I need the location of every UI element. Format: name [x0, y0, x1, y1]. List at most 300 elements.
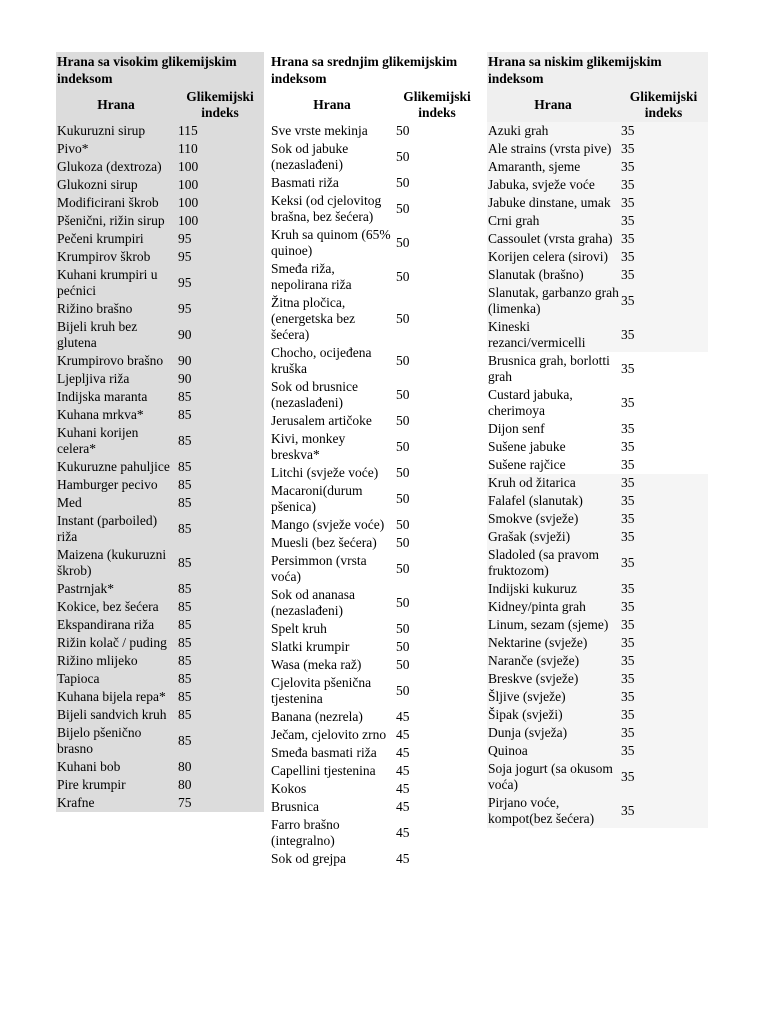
gi-value-cell: 45	[396, 709, 410, 724]
table-row	[56, 494, 264, 512]
gi-value-cell: 85	[176, 388, 264, 406]
table-row	[487, 176, 708, 194]
table-row	[270, 412, 480, 430]
gi-value-cell: 35	[619, 528, 708, 546]
table-row	[56, 212, 264, 230]
food-name-cell: Ekspandirana riža	[56, 616, 176, 634]
table-row	[56, 424, 264, 458]
gi-value-cell: 35	[619, 742, 708, 760]
food-name-cell: Krumpirovo brašno	[56, 352, 176, 370]
food-name-cell: Šipak (svježi)	[487, 706, 619, 724]
table-row	[487, 266, 708, 284]
gi-value-cell: 35	[619, 634, 708, 652]
low-gi-section	[487, 52, 708, 828]
table-row	[56, 318, 264, 352]
table-row	[487, 248, 708, 266]
gi-value-cell: 115	[176, 122, 264, 140]
gi-value-cell: 50	[396, 561, 410, 576]
table-row	[56, 370, 264, 388]
food-name-cell: Brusnica grah, borlotti grah	[487, 352, 619, 386]
table-row	[270, 122, 480, 140]
table-row	[487, 492, 708, 510]
table-row	[270, 586, 480, 620]
food-name-cell: Modificirani škrob	[56, 194, 176, 212]
food-name-cell: Bijelo pšenično brasno	[56, 724, 176, 758]
table-row	[270, 726, 480, 744]
food-name-cell: Glukozni sirup	[56, 176, 176, 194]
table-row	[270, 140, 480, 174]
gi-value-cell: 85	[176, 616, 264, 634]
food-name-cell: Pastrnjak*	[56, 580, 176, 598]
gi-value-cell: 35	[619, 158, 708, 176]
gi-value-cell: 45	[396, 825, 410, 840]
food-name-cell: Bijeli sandvich kruh	[56, 706, 176, 724]
table-row	[56, 176, 264, 194]
table-row	[270, 174, 480, 192]
table-row	[56, 512, 264, 546]
table-row	[487, 616, 708, 634]
table-row	[56, 388, 264, 406]
gi-value-cell: 35	[619, 122, 708, 140]
gi-value-cell: 85	[176, 424, 264, 458]
table-row	[56, 598, 264, 616]
gi-value-cell: 50	[396, 149, 410, 164]
table-row	[270, 780, 480, 798]
table-row	[270, 534, 480, 552]
table-row	[56, 670, 264, 688]
table-row	[56, 194, 264, 212]
table-row	[56, 776, 264, 794]
food-name-cell: Basmati riža	[271, 175, 339, 190]
table-row	[487, 634, 708, 652]
gi-value-cell: 100	[176, 194, 264, 212]
table-row	[270, 850, 480, 868]
gi-value-cell: 100	[176, 158, 264, 176]
gi-value-cell: 85	[176, 652, 264, 670]
table-row	[487, 742, 708, 760]
food-name-cell: Banana (nezrela)	[271, 709, 363, 724]
high-gi-table	[56, 88, 264, 812]
food-name-cell: Falafel (slanutak)	[487, 492, 619, 510]
header-gi: Glikemijski indeks	[176, 88, 264, 122]
food-name-cell: Ječam, cjelovito zrno	[271, 727, 387, 742]
table-row	[56, 122, 264, 140]
food-name-cell: Kruh od žitarica	[487, 474, 619, 492]
food-name-cell: Sušene jabuke	[487, 438, 619, 456]
table-row	[270, 344, 480, 378]
table-row	[56, 230, 264, 248]
table-row	[487, 760, 708, 794]
gi-value-cell: 85	[176, 706, 264, 724]
food-name-cell: Kokice, bez šećera	[56, 598, 176, 616]
gi-value-cell: 45	[396, 781, 410, 796]
table-row	[487, 794, 708, 828]
gi-value-cell: 50	[396, 595, 410, 610]
table-row	[270, 516, 480, 534]
gi-value-cell: 50	[396, 535, 410, 550]
table-row	[56, 652, 264, 670]
food-name-cell: Azuki grah	[487, 122, 619, 140]
gi-value-cell: 50	[396, 123, 410, 138]
table-row	[270, 482, 480, 516]
food-name-cell: Kruh sa quinom (65% quinoe)	[271, 227, 391, 258]
gi-value-cell: 50	[396, 491, 410, 506]
header-food: Hrana	[487, 88, 619, 122]
gi-value-cell: 95	[176, 300, 264, 318]
table-row	[487, 474, 708, 492]
table-row	[487, 140, 708, 158]
table-row	[487, 580, 708, 598]
gi-value-cell: 35	[619, 456, 708, 474]
gi-value-cell: 85	[176, 634, 264, 652]
gi-value-cell: 35	[619, 386, 708, 420]
food-name-cell: Kuhana mrkva*	[56, 406, 176, 424]
low-gi-table	[487, 88, 708, 828]
food-name-cell: Grašak (svježi)	[487, 528, 619, 546]
table-row	[487, 352, 708, 386]
food-name-cell: Indijski kukuruz	[487, 580, 619, 598]
table-row	[56, 706, 264, 724]
gi-value-cell: 100	[176, 176, 264, 194]
food-name-cell: Žitna pločica, (energetska bez šećera)	[271, 295, 356, 342]
gi-value-cell: 85	[176, 580, 264, 598]
food-name-cell: Hamburger pecivo	[56, 476, 176, 494]
gi-value-cell: 35	[619, 420, 708, 438]
food-name-cell: Slanutak (brašno)	[487, 266, 619, 284]
table-row	[56, 688, 264, 706]
food-name-cell: Sok od brusnice (nezaslađeni)	[271, 379, 358, 410]
table-row	[487, 212, 708, 230]
gi-value-cell: 35	[619, 352, 708, 386]
gi-value-cell: 50	[396, 175, 410, 190]
table-row	[487, 670, 708, 688]
food-name-cell: Sok od grejpa	[271, 851, 346, 866]
food-name-cell: Smeđa riža, nepolirana riža	[271, 261, 352, 292]
food-name-cell: Wasa (meka raž)	[271, 657, 362, 672]
gi-value-cell: 35	[619, 176, 708, 194]
gi-value-cell: 35	[619, 794, 708, 828]
table-row	[270, 464, 480, 482]
table-row	[487, 652, 708, 670]
food-name-cell: Kuhani krumpiri u pećnici	[56, 266, 176, 300]
gi-value-cell: 35	[619, 724, 708, 742]
table-row	[487, 724, 708, 742]
medium-gi-section	[270, 52, 480, 868]
gi-value-cell: 50	[396, 269, 410, 284]
table-row	[56, 158, 264, 176]
table-row	[270, 378, 480, 412]
low-gi-title: Hrana sa niskim glikemijskim indeksom	[487, 52, 708, 88]
table-row	[487, 510, 708, 528]
gi-value-cell: 35	[619, 706, 708, 724]
food-name-cell: Jabuka, svježe voće	[487, 176, 619, 194]
food-name-cell: Kukuruzne pahuljice	[56, 458, 176, 476]
medium-gi-table	[270, 88, 480, 868]
food-name-cell: Brusnica	[271, 799, 319, 814]
table-row	[270, 816, 480, 850]
food-name-cell: Linum, sezam (sjeme)	[487, 616, 619, 634]
gi-value-cell: 50	[396, 413, 410, 428]
table-row	[487, 318, 708, 352]
table-row	[270, 430, 480, 464]
gi-value-cell: 35	[619, 474, 708, 492]
gi-value-cell: 95	[176, 248, 264, 266]
gi-value-cell: 50	[396, 683, 410, 698]
gi-value-cell: 35	[619, 688, 708, 706]
table-row	[487, 598, 708, 616]
gi-value-cell: 35	[619, 248, 708, 266]
table-row	[56, 794, 264, 812]
table-row	[270, 744, 480, 762]
food-name-cell: Pivo*	[56, 140, 176, 158]
gi-value-cell: 85	[176, 476, 264, 494]
gi-value-cell: 100	[176, 212, 264, 230]
food-name-cell: Quinoa	[487, 742, 619, 760]
table-row	[56, 724, 264, 758]
gi-value-cell: 85	[176, 598, 264, 616]
gi-value-cell: 45	[396, 745, 410, 760]
table-row	[270, 674, 480, 708]
header-gi: Glikemijski indeks	[619, 88, 708, 122]
table-row	[270, 226, 480, 260]
gi-value-cell: 90	[176, 352, 264, 370]
gi-value-cell: 35	[619, 546, 708, 580]
gi-value-cell: 85	[176, 670, 264, 688]
gi-value-cell: 35	[619, 266, 708, 284]
food-name-cell: Keksi (od cjelovitog brašna, bez šećera)	[271, 193, 382, 224]
gi-value-cell: 35	[619, 598, 708, 616]
food-name-cell: Maizena (kukuruzni škrob)	[56, 546, 176, 580]
food-name-cell: Kivi, monkey breskva*	[271, 431, 346, 462]
food-name-cell: Krafne	[56, 794, 176, 812]
gi-value-cell: 35	[619, 652, 708, 670]
food-name-cell: Macaroni(durum pšenica)	[271, 483, 363, 514]
table-row	[270, 294, 480, 344]
food-name-cell: Sve vrste mekinja	[271, 123, 368, 138]
table-row	[56, 458, 264, 476]
food-name-cell: Instant (parboiled) riža	[56, 512, 176, 546]
table-header-row	[487, 88, 708, 122]
table-row	[270, 192, 480, 226]
gi-value-cell: 75	[176, 794, 264, 812]
food-name-cell: Mango (svježe voće)	[271, 517, 385, 532]
food-name-cell: Kineski rezanci/vermicelli	[487, 318, 619, 352]
table-row	[270, 798, 480, 816]
food-name-cell: Slatki krumpir	[271, 639, 350, 654]
table-row	[56, 634, 264, 652]
food-name-cell: Smokve (svježe)	[487, 510, 619, 528]
food-name-cell: Dunja (svježa)	[487, 724, 619, 742]
gi-value-cell: 50	[396, 353, 410, 368]
table-row	[487, 528, 708, 546]
table-row	[270, 708, 480, 726]
gi-value-cell: 80	[176, 776, 264, 794]
food-name-cell: Rižin kolač / puding	[56, 634, 176, 652]
gi-value-cell: 85	[176, 458, 264, 476]
table-row	[487, 456, 708, 474]
food-name-cell: Pečeni krumpiri	[56, 230, 176, 248]
table-row	[487, 284, 708, 318]
table-row	[270, 552, 480, 586]
table-row	[270, 620, 480, 638]
gi-value-cell: 50	[396, 439, 410, 454]
gi-value-cell: 45	[396, 851, 410, 866]
table-row	[56, 758, 264, 776]
table-row	[487, 688, 708, 706]
high-gi-title: Hrana sa visokim glikemijskim indeksom	[56, 52, 264, 88]
table-row	[56, 266, 264, 300]
gi-value-cell: 50	[396, 387, 410, 402]
gi-value-cell: 35	[619, 438, 708, 456]
table-row	[270, 656, 480, 674]
food-name-cell: Chocho, ocijeđena kruška	[271, 345, 372, 376]
gi-value-cell: 35	[619, 616, 708, 634]
table-row	[56, 248, 264, 266]
high-gi-section	[56, 52, 264, 812]
food-name-cell: Dijon senf	[487, 420, 619, 438]
food-name-cell: Indijska maranta	[56, 388, 176, 406]
food-name-cell: Sok od ananasa (nezaslađeni)	[271, 587, 355, 618]
food-name-cell: Ale strains (vrsta pive)	[487, 140, 619, 158]
gi-value-cell: 110	[176, 140, 264, 158]
gi-value-cell: 45	[396, 799, 410, 814]
table-row	[270, 260, 480, 294]
table-row	[56, 616, 264, 634]
gi-value-cell: 95	[176, 266, 264, 300]
food-name-cell: Kuhani korijen celera*	[56, 424, 176, 458]
food-name-cell: Nektarine (svježe)	[487, 634, 619, 652]
gi-value-cell: 35	[619, 510, 708, 528]
gi-value-cell: 90	[176, 370, 264, 388]
food-name-cell: Crni grah	[487, 212, 619, 230]
gi-value-cell: 85	[176, 546, 264, 580]
gi-value-cell: 50	[396, 639, 410, 654]
food-name-cell: Rižino mlijeko	[56, 652, 176, 670]
food-name-cell: Kokos	[271, 781, 307, 796]
food-name-cell: Jabuke dinstane, umak	[487, 194, 619, 212]
food-name-cell: Krumpirov škrob	[56, 248, 176, 266]
food-name-cell: Pire krumpir	[56, 776, 176, 794]
gi-value-cell: 50	[396, 517, 410, 532]
gi-value-cell: 35	[619, 284, 708, 318]
food-name-cell: Litchi (svježe voće)	[271, 465, 379, 480]
table-row	[487, 158, 708, 176]
food-name-cell: Med	[56, 494, 176, 512]
food-name-cell: Sladoled (sa pravom fruktozom)	[487, 546, 619, 580]
gi-value-cell: 95	[176, 230, 264, 248]
food-name-cell: Naranče (svježe)	[487, 652, 619, 670]
gi-value-cell: 85	[176, 512, 264, 546]
food-name-cell: Muesli (bez šećera)	[271, 535, 377, 550]
table-row	[56, 300, 264, 318]
food-name-cell: Spelt kruh	[271, 621, 327, 636]
food-name-cell: Cassoulet (vrsta graha)	[487, 230, 619, 248]
food-name-cell: Slanutak, garbanzo grah (limenka)	[488, 285, 619, 316]
header-food: Hrana	[313, 97, 351, 112]
food-name-cell: Bijeli kruh bez glutena	[56, 318, 176, 352]
table-row	[270, 762, 480, 780]
gi-value-cell: 85	[176, 724, 264, 758]
table-row	[487, 438, 708, 456]
gi-value-cell: 35	[619, 670, 708, 688]
table-row	[56, 476, 264, 494]
table-row	[56, 546, 264, 580]
table-row	[487, 122, 708, 140]
food-name-cell: Kuhana bijela repa*	[56, 688, 176, 706]
food-name-cell: Persimmon (vrsta voća)	[271, 553, 367, 584]
food-name-cell: Sušene rajčice	[487, 456, 619, 474]
header-gi: Glikemijski indeks	[403, 89, 471, 120]
gi-value-cell: 45	[396, 763, 410, 778]
food-name-cell: Pšenični, rižin sirup	[56, 212, 176, 230]
gi-value-cell: 35	[619, 492, 708, 510]
food-name-cell: Rižino brašno	[56, 300, 176, 318]
table-row	[487, 386, 708, 420]
gi-value-cell: 50	[396, 657, 410, 672]
food-name-cell: Korijen celera (sirovi)	[487, 248, 619, 266]
table-row	[56, 406, 264, 424]
gi-value-cell: 90	[176, 318, 264, 352]
food-name-cell: Pirjano voće, kompot(bez šećera)	[487, 794, 619, 828]
table-row	[56, 580, 264, 598]
food-name-cell: Kidney/pinta grah	[487, 598, 619, 616]
food-name-cell: Glukoza (dextroza)	[56, 158, 176, 176]
gi-value-cell: 35	[619, 140, 708, 158]
food-name-cell: Sok od jabuke (nezaslađeni)	[271, 141, 349, 172]
table-row	[487, 546, 708, 580]
gi-value-cell: 50	[396, 201, 410, 216]
gi-value-cell: 50	[396, 621, 410, 636]
table-row	[56, 352, 264, 370]
gi-value-cell: 35	[619, 760, 708, 794]
gi-value-cell: 80	[176, 758, 264, 776]
gi-value-cell: 35	[619, 580, 708, 598]
food-name-cell: Farro brašno (integralno)	[271, 817, 340, 848]
food-name-cell: Šljive (svježe)	[487, 688, 619, 706]
table-row	[487, 230, 708, 248]
table-row	[487, 194, 708, 212]
table-header-row	[56, 88, 264, 122]
medium-gi-title: Hrana sa srednjim glikemijskim indeksom	[271, 54, 458, 86]
table-row	[487, 706, 708, 724]
food-name-cell: Amaranth, sjeme	[487, 158, 619, 176]
gi-value-cell: 50	[396, 235, 410, 250]
table-row	[487, 420, 708, 438]
food-name-cell: Cjelovita pšenična tjestenina	[271, 675, 372, 706]
food-name-cell: Ljepljiva riža	[56, 370, 176, 388]
food-name-cell: Custard jabuka, cherimoya	[487, 386, 619, 420]
gi-value-cell: 45	[396, 727, 410, 742]
gi-value-cell: 50	[396, 311, 410, 326]
header-food: Hrana	[56, 88, 176, 122]
gi-value-cell: 35	[619, 230, 708, 248]
gi-value-cell: 50	[396, 465, 410, 480]
food-name-cell: Capellini tjestenina	[271, 763, 376, 778]
food-name-cell: Tapioca	[56, 670, 176, 688]
gi-value-cell: 35	[619, 212, 708, 230]
food-name-cell: Smeđa basmati riža	[271, 745, 377, 760]
gi-value-cell: 85	[176, 494, 264, 512]
gi-value-cell: 35	[619, 318, 708, 352]
food-name-cell: Kukuruzni sirup	[56, 122, 176, 140]
food-name-cell: Soja jogurt (sa okusom voća)	[487, 760, 619, 794]
food-name-cell: Kuhani bob	[56, 758, 176, 776]
gi-value-cell: 35	[619, 194, 708, 212]
table-row	[270, 638, 480, 656]
gi-value-cell: 85	[176, 406, 264, 424]
table-row	[56, 140, 264, 158]
food-name-cell: Jerusalem artičoke	[271, 413, 372, 428]
